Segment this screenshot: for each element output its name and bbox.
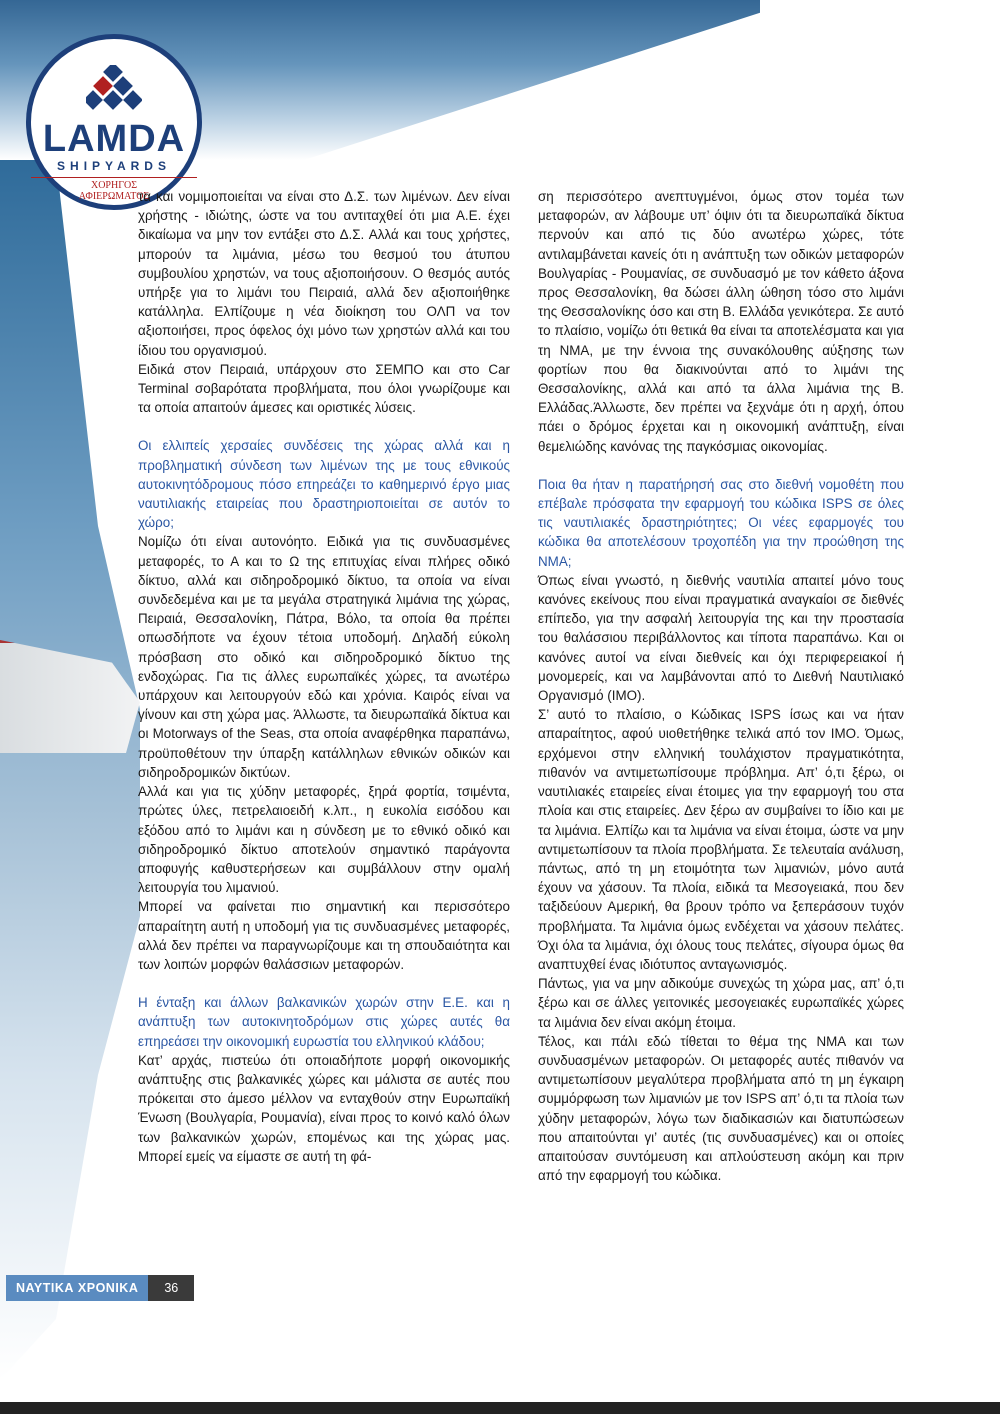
- diamond-logo-icon: [86, 65, 142, 117]
- paragraph: Μπορεί να φαίνεται πιο σημαντική και περισσότερο απαραίτητη αυτή η υποδομή για τις συνδυασμένες μεταφορές, αλλά δεν πρέπει να παραγνωρίζουμε και τη σπουδαιότητα και των λοιπών μορφών θαλάσσιων μεταφορών.: [138, 899, 510, 972]
- magazine-title: ΝΑΥΤΙΚΑ ΧΡΟΝΙΚΑ: [6, 1275, 148, 1301]
- paragraph: Τέλος, και πάλι εδώ τίθεται το θέμα της ΝΜΑ και των συνδυασμένων μεταφορών. Οι μεταφορές αυτές πιθανόν να αντιμετωπίσουν μεγαλύτερα προβλήματα από τη μη έγκαιρη συμμόρφωση των λιμανιών με τον ISPS απ’ ό,τι τα πλοία των χύδην μεταφορών, λόγω των διαδικασιών και διατυπώσεων που απαιτούνται γι’ αυτές (τις συνδυασμένες) και οι οποίες απαιτούσαν συντόμευση και απλούστευση ακόμη και πριν από την εφαρμογή του κώδικα.: [538, 1033, 904, 1184]
- paragraph: Ειδικά στον Πειραιά, υπάρχουν στο ΣΕΜΠΟ και στο Car Terminal σοβαρότατα προβλήματα, που όλοι γνωρίζουμε και τα οποία απαιτούν άμεσες και οριστικές λύσεις.: [138, 361, 510, 416]
- paragraph: Αλλά και για τις χύδην μεταφορές, ξηρά φορτία, τσιμέντα, πρώτες ύλες, πετρελαιοειδή κ.λπ., η ευκολία εισόδου και εξόδου από το λιμάνι και η σύνδεση με το εθνικό οδικό και σιδηροδρομικό δίκτυο αποτελούν σημαντικό παράγοντα αποφυγής καθυστερήσεων και συμβάλλουν στην ομαλή λειτουργία του λιμανιού.: [138, 784, 510, 896]
- paragraph: Πάντως, για να μην αδικούμε συνεχώς τη χώρα μας, απ’ ό,τι ξέρω και σε άλλες γειτονικές μεσογειακές ευρωπαϊκές χώρες τα λιμάνια δεν είναι ακόμη έτοιμα.: [538, 976, 904, 1030]
- logo-subtitle: SHIPYARDS: [57, 159, 171, 173]
- lamda-shipyards-logo: [26, 34, 202, 210]
- logo-name: LAMDA: [42, 118, 186, 160]
- page-footer: [6, 1275, 194, 1301]
- interview-question: Ποια θα ήταν η παρατήρησή σας στο διεθνή νομοθέτη που επέβαλε πρόσφατα την εφαρμογή του κώδικα ISPS σε όλες τις ναυτιλιακές δραστηριότητες; Οι νέες εφαρμογές του κώδικα θα αποτελέσουν τροχοπέδη για την προώθηση της ΝΜΑ;: [538, 476, 904, 569]
- page-number: 36: [148, 1275, 194, 1301]
- side-sea-photo: [0, 160, 140, 1380]
- sponsor-line-2: ΑΦΙΕΡΩΜΑΤΟΣ: [78, 191, 150, 202]
- paragraph: τα και νομιμοποιείται να είναι στο Δ.Σ. των λιμένων. Δεν είναι χρήστης - ιδιώτης, ώστε να του αντιταχθεί ότι μια Α.Ε. έχει δικαίωμα να μην τον εντάξει στο Δ.Σ. Αλλά και τους χρήστες, μπορούν τα λιμάνια, μέσω του θεσμού του άτυπου συμβουλίου χρηστών, να τους αξιοποιήσουν. Ο θεσμός αυτός υπήρξε για το λιμάνι του Πειραιά, αλλά δεν αξιοποιήθηκε κατάλληλα. Ελπίζουμε η νέα διοίκηση του ΟΛΠ να τον αξιοποιήσει, προς όφελος όχι μόνο των χρηστών αλλά και του ίδιου του οργανισμού.: [138, 189, 510, 358]
- left-column: [138, 187, 510, 1166]
- paragraph: Σ’ αυτό το πλαίσιο, ο Κώδικας ISPS ίσως και να ήταν απαραίτητος, αφού υιοθετήθηκε τελικά από τον ΙΜΟ. Όμως, ερχόμενοι στην ελληνική τουλάχιστον πραγματικότητα, πιθανόν να αντιμετωπίσουμε πρόβλημα. Απ’ ό,τι ξέρω, οι ναυτιλιακές εταιρείες είναι έτοιμες για την εφαρμογή του στα πλοία και στις εταιρείες. Δεν ξέρω αν συμβαίνει το ίδιο και με τα λιμάνια. Ελπίζω και τα λιμάνια να είναι έτοιμα, ώστε να μην αντιμετωπίσουν τα πλοία προβλήματα. Σε τελευταία ανάλυση, πάντως, από τη μη ετοιμότητα των λιμανιών, μόνο αυτά έχουν να χάσουν. Τα πλοία, ειδικά τα Μεσογειακά, που δεν ταξιδεύουν Αμερική, θα βρουν τρόπο να ξεπεράσουν τυχόν προβλήματα. Τα λιμάνια όμως ενδέχεται να χάσουν πελάτες. Όχι όλα τα λιμάνια, όχι όλους τους πελάτες, σίγουρα όμως θα αναπτυχθεί ένας ιδιότυπος ανταγωνισμός.: [538, 707, 904, 972]
- interview-question: Η ένταξη και άλλων βαλκανικών χωρών στην Ε.Ε. και η ανάπτυξη των αυτοκινητοδρόμων στις χώρες αυτές θα επηρεάσει την οικονομική ευρωστία του ελληνικού κλάδου;: [138, 995, 510, 1049]
- paragraph: Όπως είναι γνωστό, η διεθνής ναυτιλία απαιτεί μόνο τους κανόνες εκείνους που είναι πραγματικά αναγκαίοι σε διεθνές επίπεδο, για την ασφαλή λειτουργία της και την προστασία του θαλάσσιου περιβάλλοντος και τίποτα παραπάνω. Και οι κανόνες αυτοί να είναι διεθνείς και όχι περιφερειακοί ή μονομερείς, και να λαμβάνονται από το Διεθνή Ναυτιλιακό Οργανισμό (ΙΜΟ).: [538, 572, 904, 704]
- bottom-rule: [0, 1402, 1000, 1414]
- sponsor-line-1: ΧΟΡΗΓΟΣ: [90, 180, 138, 191]
- paragraph: Κατ’ αρχάς, πιστεύω ότι οποιαδήποτε μορφή οικονομικής ανάπτυξης στις βαλκανικές χώρες και μάλιστα σε αυτές που πρόκειται στο άμεσο μέλλον να ενταχθούν στην Ευρωπαϊκή Ένωση (Βουλγαρία, Ρουμανία), είναι προς το κοινό καλό όλων των βαλκανικών χωρών, επομένως και της χώρας μας. Μπορεί εμείς να είμαστε σε αυτή τη φά-: [138, 1052, 510, 1164]
- paragraph: ση περισσότερο ανεπτυγμένοι, όμως στον τομέα των μεταφορών, αν λάβουμε υπ’ όψιν ότι τα διευρωπαϊκά δίκτυα περνούν και από τις δύο ανωτέρω χώρες, τότε αντιλαμβάνεται κανείς ότι η ανάπτυξη των οδικών μεταφορών Βουλγαρίας - Ρουμανίας, σε συνδυασμό με τον κάθετο άξονα προς Θεσσαλονίκη, θα δώσει άλλη ώθηση τόσο στο λιμάνι της Θεσσαλονίκης όσο και στη Β. Ελλάδα γενικότερα. Σε αυτό το πλαίσιο, νομίζω ότι θετικά θα είναι τα αποτελέσματα και για τη ΝΜΑ, με την έννοια της συνακόλουθης αύξησης των φορτίων που θα διακινούνται από το λιμάνι της Θεσσαλονίκης, αλλά και από τα άλλα λιμάνια της Β. Ελλάδας.Άλλωστε, δεν πρέπει να ξεχνάμε ότι η αρχή, όπου πάει ο δρόμος έρχεται και η οικονομική ανάπτυξη, είναι θεμελιώδης κανόνας της παγκόσμιας οικονομίας.: [538, 189, 904, 454]
- interview-question: Οι ελλιπείς χερσαίες συνδέσεις της χώρας αλλά και η προβληματική σύνδεση των λιμένων της με τους εθνικούς αυτοκινητόδρομους πόσο επηρεάζει το καθημερινό έργο μιας ναυτιλιακής εταιρείας που δραστηριοποιείται σε αυτόν το χώρο;: [138, 438, 510, 531]
- right-column: [538, 187, 904, 1185]
- paragraph: Νομίζω ότι είναι αυτονόητο. Ειδικά για τις συνδυασμένες μεταφορές, το Α και το Ω της επιτυχίας είναι πλήρες οδικό δίκτυο, αλλά και σιδηροδρομικό δίκτυο, τα οποία να είναι συνδεδεμένα και με τα μεγάλα στρατηγικά λιμάνια της χώρας, Πειραιά, Θεσσαλονίκη, Πάτρα, Βόλο, τα οποία θα πρέπει οπωσδήποτε να έχουν τέτοια υποδομή. Δηλαδή εύκολη πρόσβαση στο οδικό και σιδηροδρομικό δίκτυο της ενδοχώρας. Για τις άλλες ευρωπαϊκές χώρες, τα ανωτέρω υπάρχουν και λειτουργούν εδώ και χρόνια. Καιρός είναι να γίνουν και στη χώρα μας. Άλλωστε, τα διευρωπαϊκά δίκτυα και οι Motorways of the Seas, στα οποία αναφέρθηκα παραπάνω, προϋποθέτουν την ύπαρξη κατάλληλων εθνικών οδικών και σιδηροδρομικών δικτύων.: [138, 534, 510, 780]
